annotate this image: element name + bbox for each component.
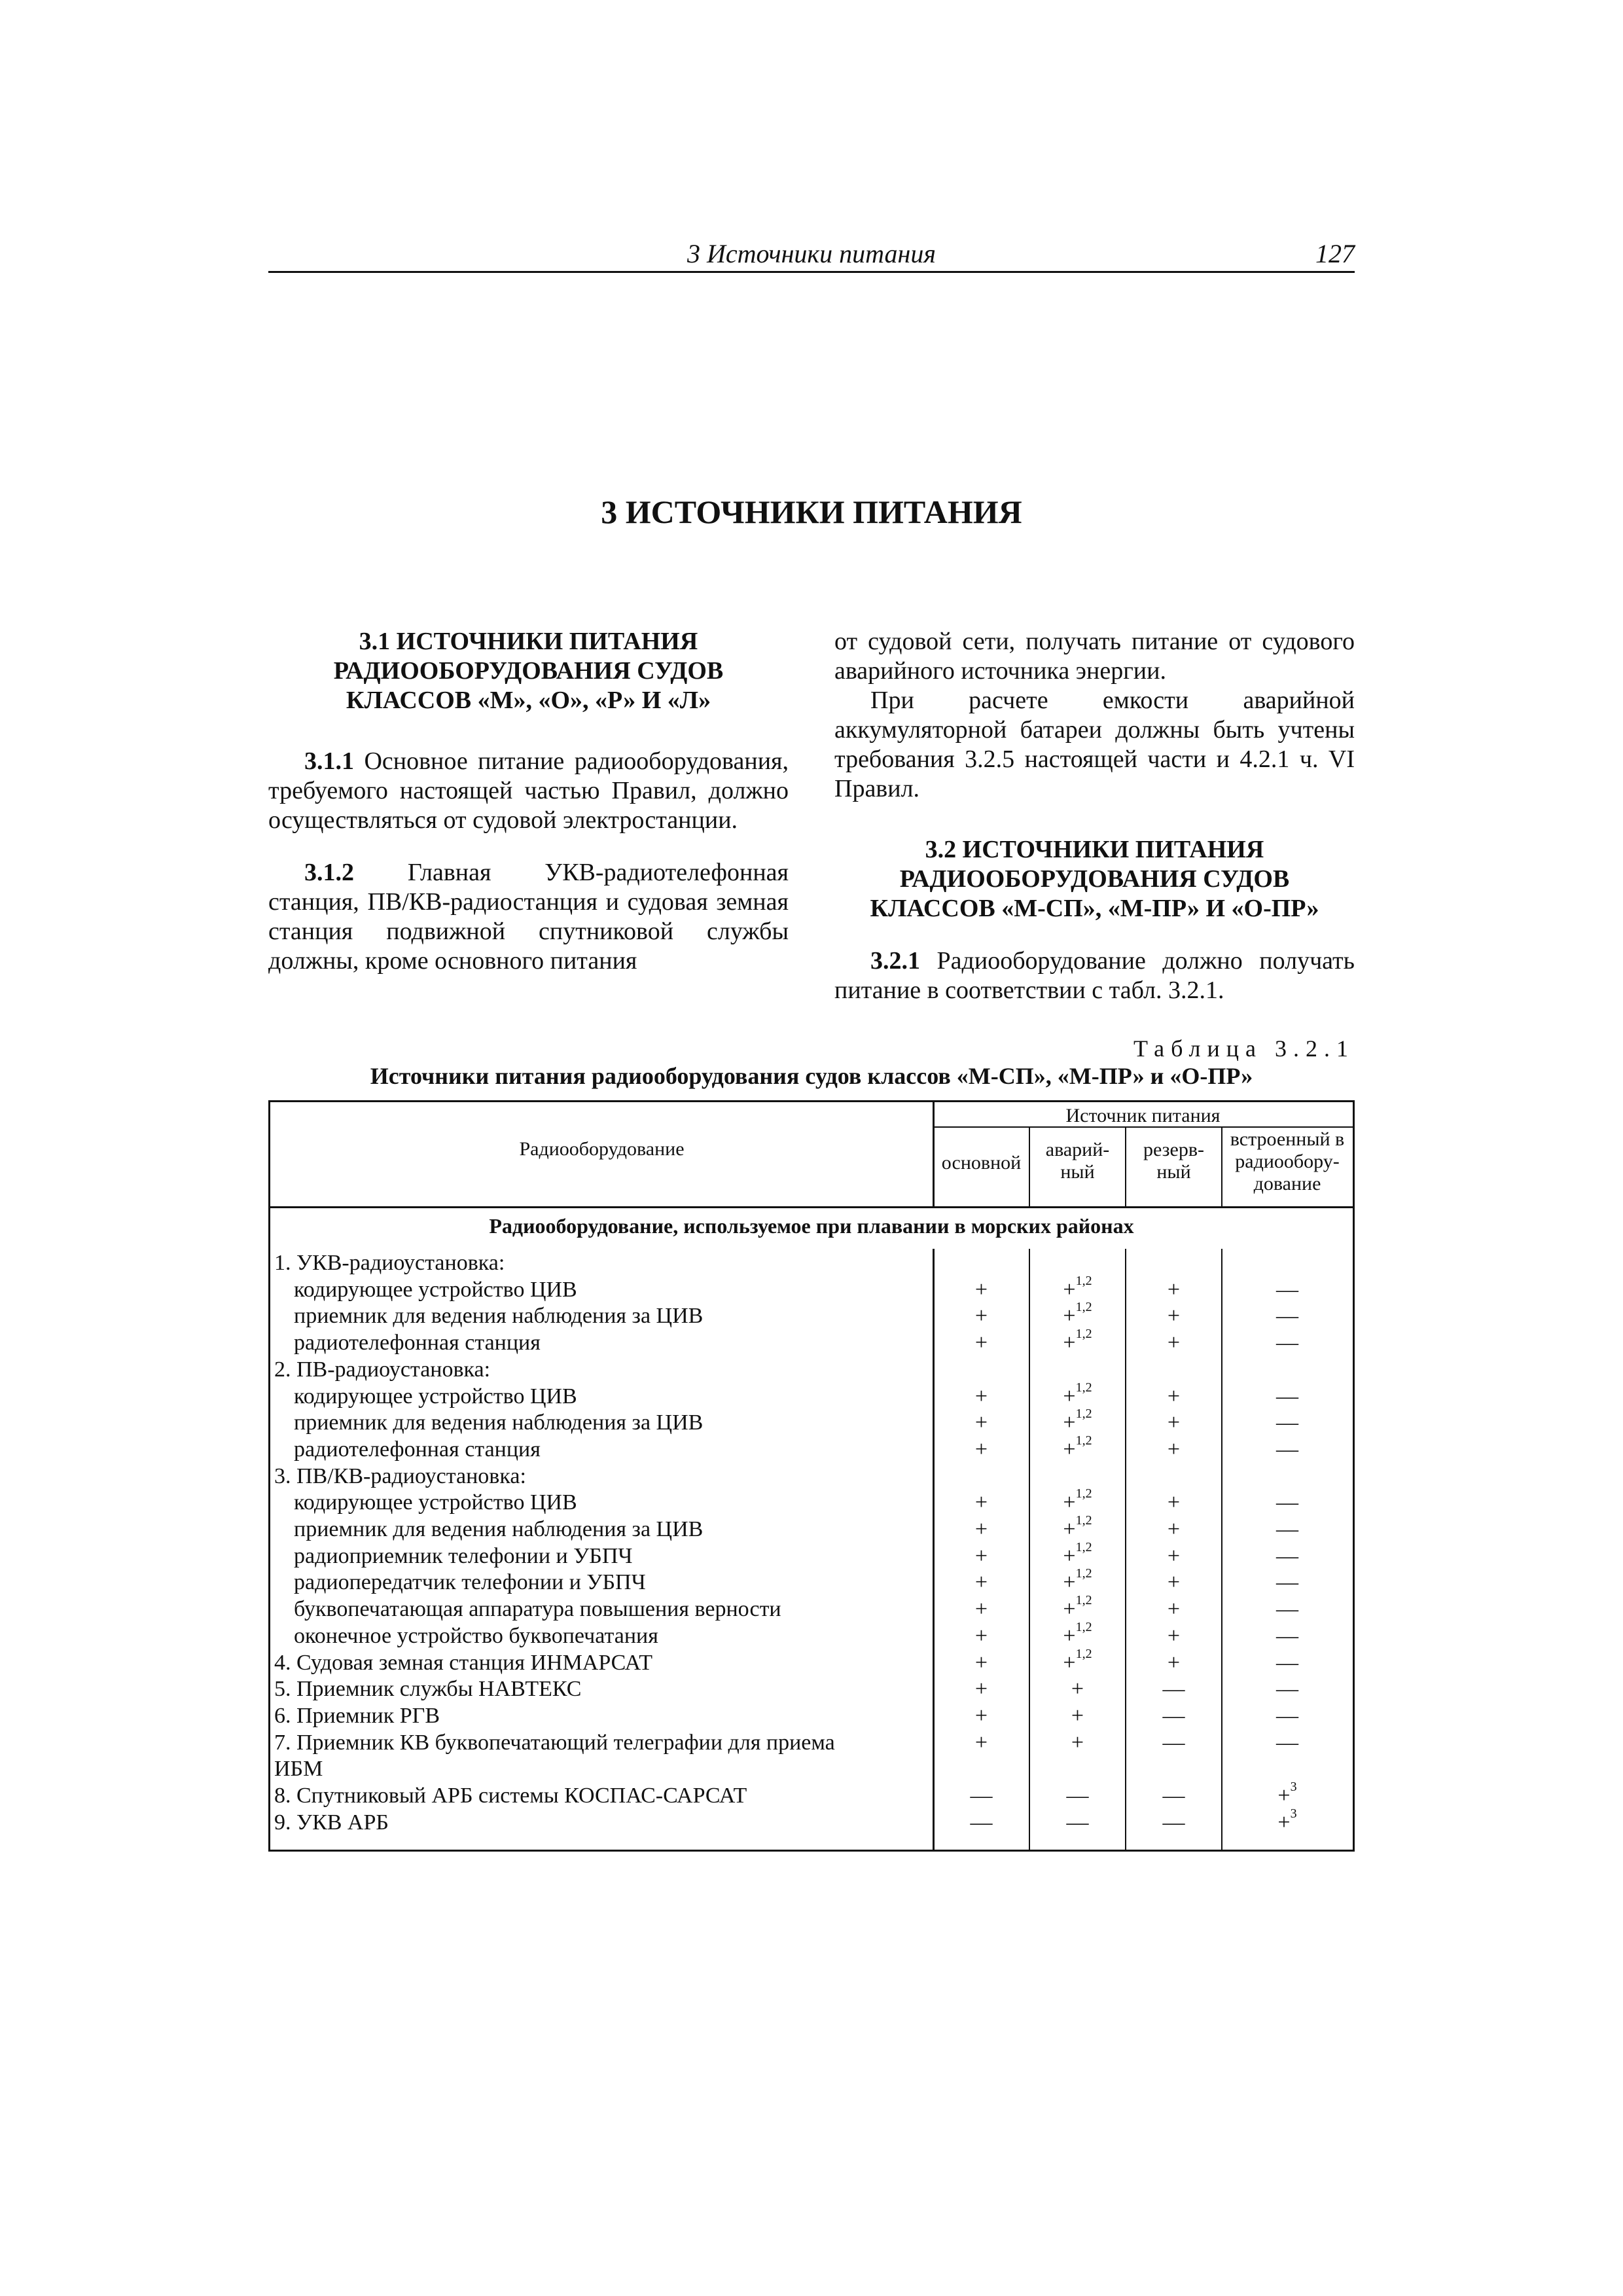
cell-value: — <box>1276 1624 1298 1648</box>
cell-value: + <box>974 1384 988 1408</box>
cell-reserve <box>1126 1596 1222 1623</box>
cell-value: + <box>1167 1570 1181 1594</box>
cell-reserve <box>1126 1330 1222 1356</box>
cell-reserve <box>1126 1650 1222 1676</box>
cell-value: — <box>1276 1704 1298 1728</box>
cell-value: + <box>974 1677 988 1701</box>
table-row-label: 9. УКВ АРБ <box>274 1810 389 1835</box>
cell-value: + <box>974 1651 988 1675</box>
heading-line: РАДИООБОРУДОВАНИЯ СУДОВ <box>333 657 724 685</box>
cell-value: + <box>1063 1570 1076 1594</box>
cell-builtin <box>1222 1570 1353 1596</box>
header-equipment: Радиооборудование <box>519 1138 685 1160</box>
header-reserve-line: резерв- <box>1143 1139 1204 1160</box>
cell-emergency <box>1029 1593 1126 1623</box>
paragraph-text: Радиооборудование должно получать питание в соответствии с табл. 3.2.1. <box>834 947 1355 1004</box>
cell-main <box>933 1330 1029 1356</box>
cell-reserve <box>1126 1570 1222 1596</box>
cell-reserve <box>1126 1783 1222 1809</box>
cell-footnote-ref: 1,2 <box>1075 1300 1092 1314</box>
cell-footnote-ref: 1,2 <box>1075 1380 1092 1395</box>
cell-reserve <box>1126 1410 1222 1436</box>
cell-main <box>933 1703 1029 1729</box>
page-number: 127 <box>1315 239 1355 268</box>
cell-value: + <box>1063 1410 1076 1435</box>
cell-value: + <box>974 1278 988 1302</box>
cell-value: + <box>1167 1544 1181 1568</box>
cell-value: — <box>1162 1784 1185 1808</box>
heading-line: 3.2 ИСТОЧНИКИ ПИТАНИЯ <box>925 836 1264 863</box>
cell-value: + <box>1063 1304 1076 1328</box>
cell-value: + <box>974 1570 988 1594</box>
cell-value: + <box>1071 1677 1084 1701</box>
table-row-label: ИБМ <box>274 1757 323 1781</box>
cell-value: + <box>1063 1544 1076 1568</box>
cell-reserve <box>1126 1676 1222 1702</box>
cell-value: + <box>1063 1490 1076 1515</box>
cell-footnote-ref: 1,2 <box>1075 1513 1092 1528</box>
cell-main <box>933 1623 1029 1649</box>
heading-line: 3.1 ИСТОЧНИКИ ПИТАНИЯ <box>359 628 698 655</box>
header-reserve <box>1126 1139 1222 1183</box>
cell-value: + <box>974 1437 988 1462</box>
cell-value: — <box>1276 1731 1298 1755</box>
paragraph-text: Главная УКВ-радиотелефонная станция, ПВ/КВ-радиостанция и судовая земная станция подвижной спутниковой службы должны, кроме основного питания <box>268 859 789 975</box>
cell-reserve <box>1126 1703 1222 1729</box>
cell-value: — <box>1162 1731 1185 1755</box>
cell-main <box>933 1730 1029 1756</box>
running-head-title: 3 Источники питания <box>687 239 936 268</box>
right-column <box>834 627 1355 1005</box>
table-row-label: радиотелефонная станция <box>294 1331 541 1355</box>
table-row-label: приемник для ведения наблюдения за ЦИВ <box>294 1304 704 1328</box>
left-column <box>268 627 789 976</box>
cell-value: + <box>1167 1651 1181 1675</box>
cell-value: + <box>1071 1704 1084 1728</box>
cell-builtin <box>1222 1806 1353 1836</box>
cell-builtin <box>1222 1410 1353 1436</box>
cell-value: + <box>1167 1437 1181 1462</box>
table-row-label: 2. ПВ-радиоустановка: <box>274 1357 491 1382</box>
running-head <box>268 237 1355 273</box>
cell-emergency <box>1029 1540 1126 1570</box>
cell-reserve <box>1126 1490 1222 1516</box>
cell-emergency <box>1029 1566 1126 1596</box>
cell-emergency <box>1029 1380 1126 1410</box>
cell-value: + <box>1167 1384 1181 1408</box>
cell-emergency <box>1029 1783 1126 1809</box>
cell-emergency <box>1029 1703 1126 1729</box>
cell-main <box>933 1384 1029 1410</box>
table-row-label: кодирующее устройство ЦИВ <box>294 1384 577 1408</box>
cell-value: + <box>1063 1597 1076 1621</box>
cell-footnote-ref: 3 <box>1290 1806 1297 1821</box>
cell-value: — <box>1276 1410 1298 1435</box>
table-row-label: 5. Приемник службы НАВТЕКС <box>274 1677 582 1701</box>
cell-emergency <box>1029 1810 1126 1836</box>
cell-main <box>933 1543 1029 1570</box>
cell-builtin <box>1222 1730 1353 1756</box>
cell-value: + <box>974 1624 988 1648</box>
cell-footnote-ref: 1,2 <box>1075 1593 1092 1607</box>
cell-reserve <box>1126 1437 1222 1463</box>
cell-main <box>933 1516 1029 1543</box>
header-emergency-line: аварий- <box>1045 1139 1110 1160</box>
cell-reserve <box>1126 1277 1222 1303</box>
cell-emergency <box>1029 1274 1126 1303</box>
cell-value: + <box>1167 1624 1181 1648</box>
cell-value: + <box>1167 1278 1181 1302</box>
paragraph-3-2-1 <box>834 946 1355 1005</box>
cell-footnote-ref: 1,2 <box>1075 1566 1092 1581</box>
table-row-label: приемник для ведения наблюдения за ЦИВ <box>294 1410 704 1435</box>
cell-footnote-ref: 1,2 <box>1075 1540 1092 1554</box>
paragraph-3-1-1 <box>268 747 789 835</box>
cell-main <box>933 1570 1029 1596</box>
header-builtin-line: дование <box>1253 1173 1321 1194</box>
section-3-1-heading <box>268 627 789 715</box>
table-caption: Источники питания радиооборудования судов классов «М-СП», «М-ПР» и «О-ПР» <box>370 1063 1253 1089</box>
cell-emergency <box>1029 1647 1126 1676</box>
table-row-label: 3. ПВ/КВ-радиоустановка: <box>274 1464 526 1488</box>
cell-value: — <box>1162 1704 1185 1728</box>
cell-builtin <box>1222 1437 1353 1463</box>
cell-value: + <box>1063 1651 1076 1675</box>
cell-value: + <box>1071 1731 1084 1755</box>
cell-builtin <box>1222 1490 1353 1516</box>
cell-footnote-ref: 1,2 <box>1075 1407 1092 1421</box>
cell-value: — <box>1276 1544 1298 1568</box>
paragraph-continuation: от судовой сети, получать питание от судового аварийного источника энергии. <box>834 628 1355 685</box>
cell-builtin <box>1222 1277 1353 1303</box>
cell-emergency <box>1029 1327 1126 1356</box>
cell-value: — <box>1276 1278 1298 1302</box>
cell-footnote-ref: 1,2 <box>1075 1647 1092 1661</box>
header-builtin-line: встроенный в <box>1230 1128 1345 1150</box>
rule <box>933 1126 1353 1128</box>
cell-footnote-ref: 3 <box>1290 1780 1297 1794</box>
cell-value: + <box>1167 1304 1181 1328</box>
header-builtin-line: радиообору- <box>1235 1151 1340 1172</box>
table-section-title: Радиооборудование, используемое при плавании в морских районах <box>489 1214 1134 1238</box>
table-row-label: оконечное устройство буквопечатания <box>294 1624 658 1648</box>
cell-builtin <box>1222 1384 1353 1410</box>
cell-value: + <box>974 1331 988 1355</box>
cell-value: — <box>1276 1597 1298 1621</box>
paragraph-number: 3.1.1 <box>304 747 354 775</box>
cell-builtin <box>1222 1543 1353 1570</box>
paragraph-text: Основное питание радиооборудования, требуемого настоящей частью Правил, должно осуществляться от судовой электростанции. <box>268 747 789 834</box>
cell-reserve <box>1126 1516 1222 1543</box>
cell-value: — <box>1066 1810 1089 1835</box>
cell-value: — <box>1162 1810 1185 1835</box>
rule <box>270 1206 1353 1208</box>
cell-main <box>933 1410 1029 1436</box>
cell-reserve <box>1126 1384 1222 1410</box>
cell-emergency <box>1029 1486 1126 1516</box>
cell-value: + <box>1277 1784 1291 1808</box>
header-builtin <box>1222 1128 1353 1195</box>
table-row-label: радиопередатчик телефонии и УБПЧ <box>294 1570 646 1594</box>
cell-value: — <box>1162 1677 1185 1701</box>
cell-value: + <box>1167 1410 1181 1435</box>
cell-footnote-ref: 1,2 <box>1075 1274 1092 1288</box>
cell-value: — <box>1276 1677 1298 1701</box>
cell-value: + <box>1063 1517 1076 1541</box>
paragraph-number: 3.1.2 <box>304 859 354 886</box>
header-main: основной <box>941 1152 1022 1174</box>
rule <box>1029 1126 1030 1206</box>
header-reserve-line: ный <box>1156 1161 1191 1183</box>
section-3-2-heading <box>834 835 1355 924</box>
heading-line: КЛАССОВ «М», «О», «Р» И «Л» <box>346 687 711 714</box>
paragraph-number: 3.2.1 <box>870 947 920 975</box>
rule <box>933 1102 935 1206</box>
cell-value: — <box>1276 1331 1298 1355</box>
cell-reserve <box>1126 1543 1222 1570</box>
paragraph-capacity: При расчете емкости аварийной аккумуляторной батареи должны быть учтены требования 3.2.5 настоящей части и 4.2.1 ч. VI Правил. <box>834 687 1355 802</box>
cell-value: — <box>970 1784 993 1808</box>
header-emergency <box>1029 1139 1126 1183</box>
cell-main <box>933 1303 1029 1329</box>
rule <box>1125 1126 1126 1206</box>
cell-value: + <box>974 1490 988 1515</box>
cell-footnote-ref: 1,2 <box>1075 1486 1092 1501</box>
table-row-label: 7. Приемник КВ буквопечатающий телеграфии для приема <box>274 1731 835 1755</box>
cell-reserve <box>1126 1303 1222 1329</box>
table-row-label: приемник для ведения наблюдения за ЦИВ <box>294 1517 704 1541</box>
cell-footnote-ref: 1,2 <box>1075 1327 1092 1341</box>
cell-main <box>933 1676 1029 1702</box>
cell-reserve <box>1126 1730 1222 1756</box>
cell-value: + <box>1167 1331 1181 1355</box>
cell-builtin <box>1222 1780 1353 1809</box>
table-row-label: радиотелефонная станция <box>294 1437 541 1462</box>
cell-value: + <box>974 1544 988 1568</box>
chapter-title: 3 ИСТОЧНИКИ ПИТАНИЯ <box>601 493 1022 530</box>
cell-builtin <box>1222 1676 1353 1702</box>
table-label: Таблица 3.2.1 <box>1133 1035 1355 1062</box>
cell-value: — <box>1276 1384 1298 1408</box>
cell-value: — <box>1276 1304 1298 1328</box>
cell-value: — <box>1276 1490 1298 1515</box>
table-row-label: буквопечатающая аппаратура повышения верности <box>294 1597 781 1621</box>
cell-emergency <box>1029 1513 1126 1543</box>
cell-value: — <box>970 1810 993 1835</box>
heading-line: РАДИООБОРУДОВАНИЯ СУДОВ <box>899 865 1290 893</box>
table-row-label: радиоприемник телефонии и УБПЧ <box>294 1544 633 1568</box>
cell-value: — <box>1276 1517 1298 1541</box>
cell-emergency <box>1029 1620 1126 1649</box>
cell-emergency <box>1029 1407 1126 1436</box>
cell-main <box>933 1437 1029 1463</box>
rule <box>1221 1126 1222 1206</box>
cell-value: — <box>1066 1784 1089 1808</box>
cell-value: + <box>1167 1490 1181 1515</box>
power-sources-table <box>268 1100 1355 1852</box>
cell-emergency <box>1029 1300 1126 1329</box>
cell-value: — <box>1276 1437 1298 1462</box>
cell-builtin <box>1222 1650 1353 1676</box>
heading-line: КЛАССОВ «М-СП», «М-ПР» И «О-ПР» <box>870 895 1319 922</box>
cell-reserve <box>1126 1623 1222 1649</box>
cell-emergency <box>1029 1730 1126 1756</box>
cell-main <box>933 1783 1029 1809</box>
cell-footnote-ref: 1,2 <box>1075 1620 1092 1634</box>
cell-value: + <box>1063 1624 1076 1648</box>
cell-value: + <box>974 1597 988 1621</box>
table-row-label: 6. Приемник РГВ <box>274 1704 440 1728</box>
cell-value: + <box>1277 1810 1291 1835</box>
cell-footnote-ref: 1,2 <box>1075 1433 1092 1448</box>
cell-emergency <box>1029 1433 1126 1463</box>
cell-main <box>933 1650 1029 1676</box>
cell-main <box>933 1596 1029 1623</box>
cell-builtin <box>1222 1516 1353 1543</box>
cell-builtin <box>1222 1703 1353 1729</box>
table-row-label: кодирующее устройство ЦИВ <box>294 1278 577 1302</box>
cell-main <box>933 1490 1029 1516</box>
cell-value: + <box>974 1304 988 1328</box>
cell-main <box>933 1277 1029 1303</box>
cell-value: + <box>974 1517 988 1541</box>
header-emergency-line: ный <box>1060 1161 1095 1183</box>
table-row-label: 1. УКВ-радиоустановка: <box>274 1251 505 1275</box>
table-row-label: 8. Спутниковый АРБ системы КОСПАС-САРСАТ <box>274 1784 747 1808</box>
cell-value: + <box>1167 1517 1181 1541</box>
cell-value: + <box>1063 1278 1076 1302</box>
cell-value: + <box>1063 1384 1076 1408</box>
cell-value: + <box>1063 1437 1076 1462</box>
cell-main <box>933 1810 1029 1836</box>
cell-builtin <box>1222 1596 1353 1623</box>
cell-value: + <box>1063 1331 1076 1355</box>
cell-value: + <box>974 1704 988 1728</box>
cell-value: + <box>974 1410 988 1435</box>
header-sources: Источник питания <box>1065 1105 1221 1126</box>
table-row-label: 4. Судовая земная станция ИНМАРСАТ <box>274 1651 652 1675</box>
cell-value: + <box>974 1731 988 1755</box>
paragraph-3-1-2 <box>268 858 789 976</box>
cell-value: — <box>1276 1651 1298 1675</box>
cell-builtin <box>1222 1623 1353 1649</box>
cell-reserve <box>1126 1810 1222 1836</box>
cell-builtin <box>1222 1330 1353 1356</box>
cell-emergency <box>1029 1676 1126 1702</box>
cell-builtin <box>1222 1303 1353 1329</box>
table-row-label: кодирующее устройство ЦИВ <box>294 1490 577 1515</box>
cell-value: + <box>1167 1597 1181 1621</box>
cell-value: — <box>1276 1570 1298 1594</box>
